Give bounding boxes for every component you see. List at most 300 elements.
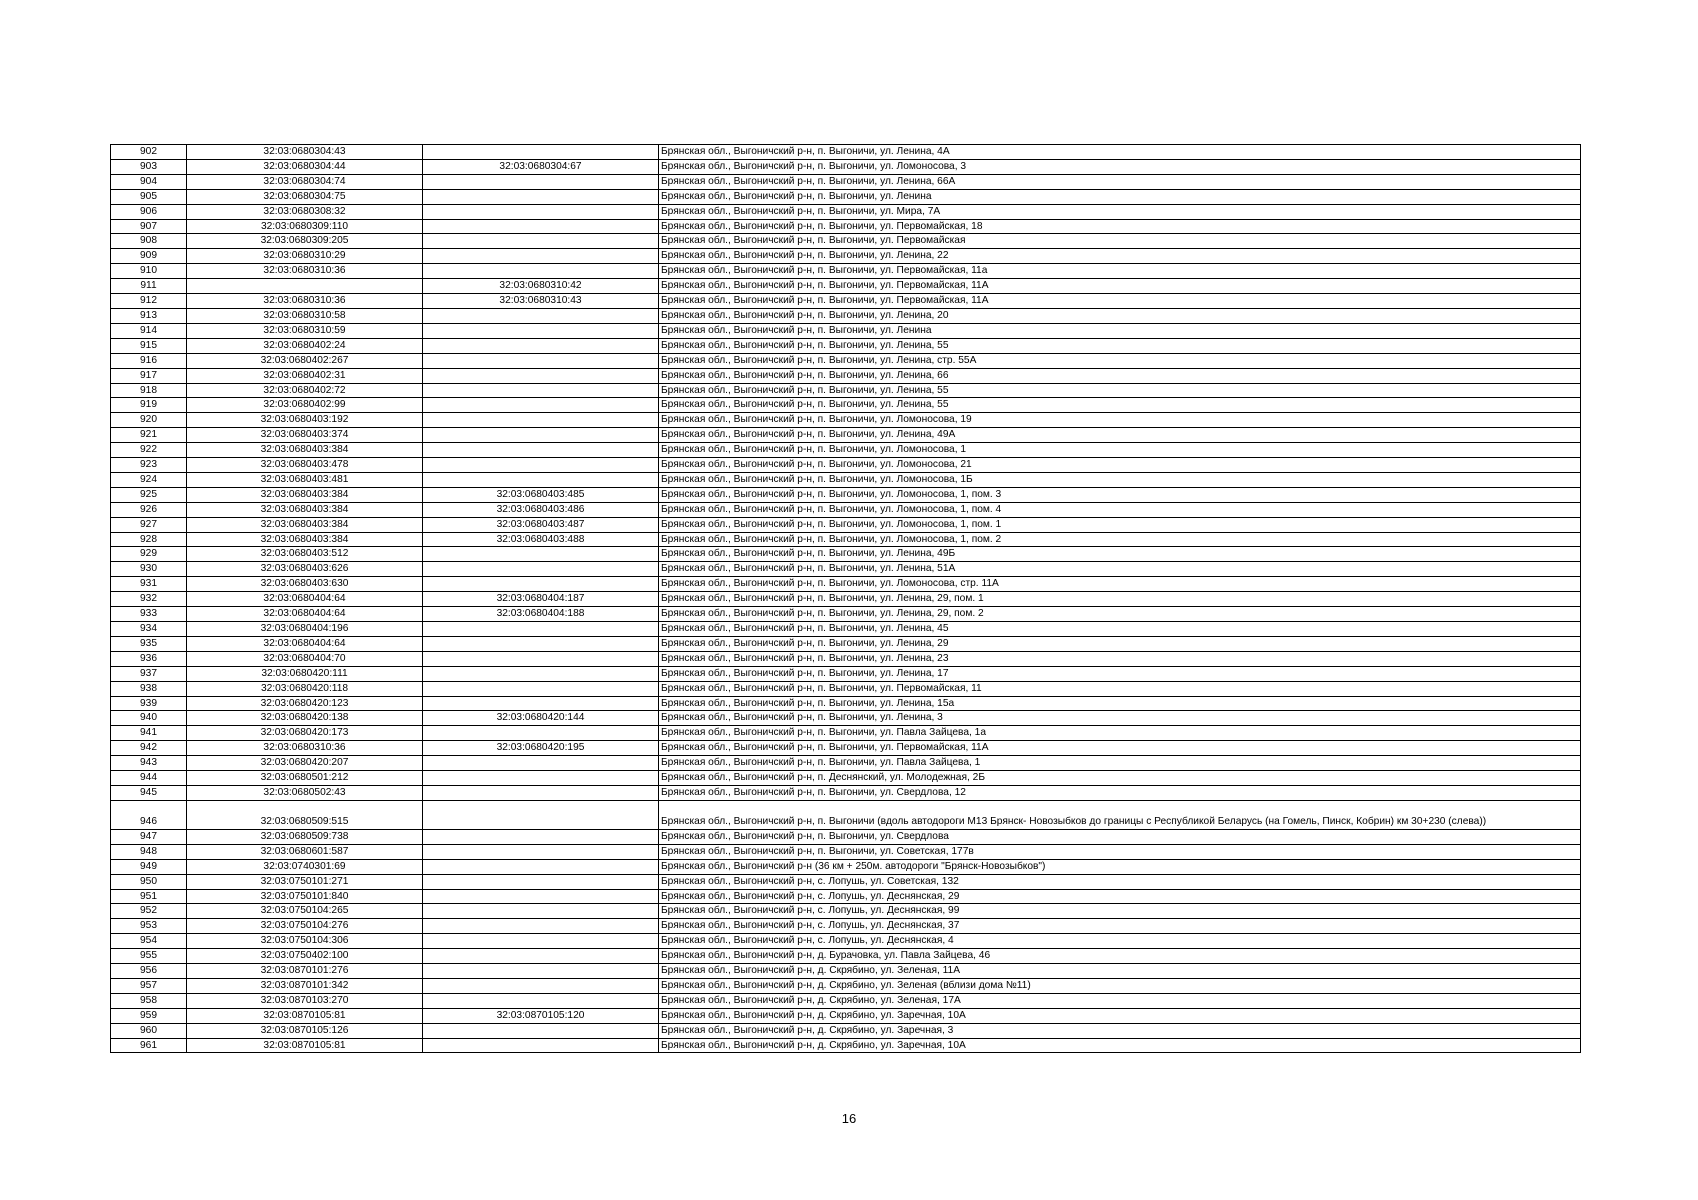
row-number-cell: 903 [111, 159, 187, 174]
object-id-cell [187, 279, 423, 294]
row-number-cell: 938 [111, 681, 187, 696]
object-id-cell: 32:03:0680403:384 [187, 517, 423, 532]
address-cell: Брянская обл., Выгоничский р-н, п. Выгоничи, ул. Ленина [659, 189, 1581, 204]
object-id-cell: 32:03:0870105:81 [187, 1008, 423, 1023]
cadastral-number-cell [423, 174, 659, 189]
address-cell: Брянская обл., Выгоничский р-н, п. Выгоничи, ул. Ленина, 55 [659, 338, 1581, 353]
cadastral-number-cell [423, 368, 659, 383]
object-id-cell: 32:03:0680501:212 [187, 771, 423, 786]
table-row [111, 651, 1581, 666]
address-cell: Брянская обл., Выгоничский р-н, п. Выгоничи, ул. Ленина, стр. 55А [659, 353, 1581, 368]
row-number-cell: 954 [111, 934, 187, 949]
row-number-cell: 937 [111, 666, 187, 681]
object-id-cell: 32:03:0680403:384 [187, 532, 423, 547]
object-id-cell: 32:03:0740301:69 [187, 859, 423, 874]
table-row [111, 517, 1581, 532]
table-row [111, 562, 1581, 577]
address-cell: Брянская обл., Выгоничский р-н, п. Выгоничи, ул. Ленина, 29 [659, 636, 1581, 651]
address-cell: Брянская обл., Выгоничский р-н, д. Скрябино, ул. Зеленая (вблизи дома №11) [659, 978, 1581, 993]
cadastral-number-cell [423, 383, 659, 398]
cadastral-number-cell [423, 249, 659, 264]
address-cell: Брянская обл., Выгоничский р-н, п. Выгоничи, ул. Ленина, 49Б [659, 547, 1581, 562]
object-id-cell: 32:03:0680304:43 [187, 145, 423, 160]
cadastral-number-cell: 32:03:0680403:485 [423, 487, 659, 502]
address-cell: Брянская обл., Выгоничский р-н, д. Скрябино, ул. Заречная, 10А [659, 1008, 1581, 1023]
row-number-cell: 927 [111, 517, 187, 532]
object-id-cell: 32:03:0750101:271 [187, 874, 423, 889]
cadastral-number-cell: 32:03:0680310:42 [423, 279, 659, 294]
cadastral-number-cell [423, 189, 659, 204]
cadastral-number-cell [423, 651, 659, 666]
object-id-cell: 32:03:0680308:32 [187, 204, 423, 219]
object-id-cell: 32:03:0680420:123 [187, 696, 423, 711]
object-id-cell: 32:03:0680403:384 [187, 502, 423, 517]
table-row [111, 323, 1581, 338]
cadastral-number-cell [423, 993, 659, 1008]
row-number-cell: 960 [111, 1023, 187, 1038]
address-cell: Брянская обл., Выгоничский р-н, д. Скрябино, ул. Заречная, 3 [659, 1023, 1581, 1038]
table-row [111, 993, 1581, 1008]
row-number-cell: 943 [111, 756, 187, 771]
row-number-cell: 923 [111, 458, 187, 473]
address-cell: Брянская обл., Выгоничский р-н, с. Лопушь, ул. Деснянская, 37 [659, 919, 1581, 934]
object-id-cell: 32:03:0680420:173 [187, 726, 423, 741]
object-id-cell: 32:03:0680310:59 [187, 323, 423, 338]
object-id-cell: 32:03:0680402:72 [187, 383, 423, 398]
address-cell: Брянская обл., Выгоничский р-н, п. Выгоничи, ул. Ломоносова, 3 [659, 159, 1581, 174]
row-number-cell: 921 [111, 428, 187, 443]
cadastral-number-cell [423, 234, 659, 249]
object-id-cell: 32:03:0750104:276 [187, 919, 423, 934]
row-number-cell: 930 [111, 562, 187, 577]
object-id-cell: 32:03:0680402:24 [187, 338, 423, 353]
row-number-cell: 932 [111, 592, 187, 607]
address-cell: Брянская обл., Выгоничский р-н, п. Выгоничи, ул. Ленина, 29, пом. 2 [659, 607, 1581, 622]
row-number-cell: 913 [111, 308, 187, 323]
object-id-cell: 32:03:0680304:74 [187, 174, 423, 189]
cadastral-number-cell [423, 145, 659, 160]
address-cell: Брянская обл., Выгоничский р-н, п. Выгоничи, ул. Ломоносова, 1, пом. 3 [659, 487, 1581, 502]
address-cell: Брянская обл., Выгоничский р-н, п. Выгоничи, ул. Ленина, 17 [659, 666, 1581, 681]
address-cell: Брянская обл., Выгоничский р-н, с. Лопушь, ул. Деснянская, 99 [659, 904, 1581, 919]
object-id-cell: 32:03:0680601:587 [187, 844, 423, 859]
table-row [111, 1023, 1581, 1038]
table-row [111, 159, 1581, 174]
table-row [111, 234, 1581, 249]
object-id-cell: 32:03:0680402:99 [187, 398, 423, 413]
cadastral-number-cell [423, 889, 659, 904]
cadastral-number-cell: 32:03:0680310:43 [423, 294, 659, 309]
row-number-cell: 956 [111, 964, 187, 979]
cadastral-number-cell [423, 829, 659, 844]
cadastral-number-cell [423, 904, 659, 919]
object-id-cell: 32:03:0680404:70 [187, 651, 423, 666]
page-number: 16 [841, 1111, 857, 1126]
cadastral-number-cell [423, 264, 659, 279]
address-cell: Брянская обл., Выгоничский р-н, п. Выгоничи, ул. Первомайская [659, 234, 1581, 249]
object-id-cell: 32:03:0680403:192 [187, 413, 423, 428]
address-cell: Брянская обл., Выгоничский р-н, п. Выгоничи, ул. Павла Зайцева, 1 [659, 756, 1581, 771]
object-id-cell: 32:03:0680404:64 [187, 607, 423, 622]
address-cell: Брянская обл., Выгоничский р-н, п. Выгоничи, ул. Ломоносова, 21 [659, 458, 1581, 473]
cadastral-number-cell: 32:03:0680403:486 [423, 502, 659, 517]
cadastral-number-cell [423, 785, 659, 800]
object-id-cell: 32:03:0680309:205 [187, 234, 423, 249]
table-row [111, 666, 1581, 681]
object-id-cell: 32:03:0680509:738 [187, 829, 423, 844]
object-id-cell: 32:03:0680304:44 [187, 159, 423, 174]
row-number-cell: 916 [111, 353, 187, 368]
object-id-cell: 32:03:0680310:36 [187, 264, 423, 279]
cadastral-number-cell [423, 577, 659, 592]
object-id-cell: 32:03:0680502:43 [187, 785, 423, 800]
address-cell: Брянская обл., Выгоничский р-н, п. Выгоничи, ул. Первомайская, 11А [659, 741, 1581, 756]
table-row [111, 756, 1581, 771]
row-number-cell: 917 [111, 368, 187, 383]
table-row [111, 264, 1581, 279]
table-row [111, 622, 1581, 637]
table-row [111, 978, 1581, 993]
address-cell: Брянская обл., Выгоничский р-н, д. Скрябино, ул. Зеленая, 17А [659, 993, 1581, 1008]
table-row [111, 741, 1581, 756]
table-row [111, 800, 1581, 829]
object-id-cell: 32:03:0680310:36 [187, 294, 423, 309]
object-id-cell: 32:03:0680404:64 [187, 592, 423, 607]
table-row [111, 204, 1581, 219]
row-number-cell: 936 [111, 651, 187, 666]
table-row [111, 696, 1581, 711]
row-number-cell: 924 [111, 472, 187, 487]
row-number-cell: 915 [111, 338, 187, 353]
table-row [111, 428, 1581, 443]
cadastral-number-cell [423, 919, 659, 934]
object-id-cell: 32:03:0680403:481 [187, 472, 423, 487]
address-cell: Брянская обл., Выгоничский р-н, п. Выгоничи, ул. Мира, 7А [659, 204, 1581, 219]
row-number-cell: 926 [111, 502, 187, 517]
row-number-cell: 961 [111, 1038, 187, 1053]
row-number-cell: 944 [111, 771, 187, 786]
cadastral-number-cell: 32:03:0680404:187 [423, 592, 659, 607]
table-row [111, 487, 1581, 502]
table-row [111, 189, 1581, 204]
table-row [111, 904, 1581, 919]
row-number-cell: 929 [111, 547, 187, 562]
row-number-cell: 955 [111, 949, 187, 964]
row-number-cell: 953 [111, 919, 187, 934]
table-row [111, 889, 1581, 904]
object-id-cell: 32:03:0750104:265 [187, 904, 423, 919]
object-id-cell: 32:03:0870105:81 [187, 1038, 423, 1053]
row-number-cell: 909 [111, 249, 187, 264]
address-cell: Брянская обл., Выгоничский р-н, п. Выгоничи, ул. Советская, 177в [659, 844, 1581, 859]
cadastral-number-cell [423, 844, 659, 859]
address-cell: Брянская обл., Выгоничский р-н, п. Выгоничи, ул. Ленина, 45 [659, 622, 1581, 637]
row-number-cell: 905 [111, 189, 187, 204]
cadastral-number-cell [423, 413, 659, 428]
cadastral-number-cell [423, 696, 659, 711]
table-row [111, 174, 1581, 189]
row-number-cell: 925 [111, 487, 187, 502]
row-number-cell: 958 [111, 993, 187, 1008]
row-number-cell: 920 [111, 413, 187, 428]
cadastral-number-cell [423, 800, 659, 829]
row-number-cell: 914 [111, 323, 187, 338]
table-row [111, 472, 1581, 487]
row-number-cell: 934 [111, 622, 187, 637]
table-row [111, 577, 1581, 592]
cadastral-number-cell [423, 978, 659, 993]
cadastral-number-cell: 32:03:0870105:120 [423, 1008, 659, 1023]
table-row [111, 949, 1581, 964]
cadastral-number-cell [423, 934, 659, 949]
table-row [111, 829, 1581, 844]
table-row [111, 964, 1581, 979]
address-cell: Брянская обл., Выгоничский р-н, п. Выгоничи, ул. Первомайская, 11А [659, 279, 1581, 294]
row-number-cell: 949 [111, 859, 187, 874]
row-number-cell: 939 [111, 696, 187, 711]
object-id-cell: 32:03:0750104:306 [187, 934, 423, 949]
object-id-cell: 32:03:0680403:478 [187, 458, 423, 473]
address-cell: Брянская обл., Выгоничский р-н, п. Выгоничи, ул. Первомайская, 11 [659, 681, 1581, 696]
cadastral-number-cell: 32:03:0680403:488 [423, 532, 659, 547]
row-number-cell: 940 [111, 711, 187, 726]
cadastral-number-cell: 32:03:0680404:188 [423, 607, 659, 622]
table-row [111, 1038, 1581, 1053]
table-row [111, 547, 1581, 562]
table-row [111, 874, 1581, 889]
cadastral-number-cell [423, 874, 659, 889]
cadastral-number-cell [423, 308, 659, 323]
object-id-cell: 32:03:0870103:270 [187, 993, 423, 1008]
address-cell: Брянская обл., Выгоничский р-н, п. Выгоничи, ул. Ломоносова, 1, пом. 4 [659, 502, 1581, 517]
cadastral-number-cell [423, 681, 659, 696]
row-number-cell: 912 [111, 294, 187, 309]
address-cell: Брянская обл., Выгоничский р-н, п. Выгоничи, ул. Ленина, 51А [659, 562, 1581, 577]
cadastral-number-cell: 32:03:0680420:195 [423, 741, 659, 756]
row-number-cell: 906 [111, 204, 187, 219]
row-number-cell: 902 [111, 145, 187, 160]
object-id-cell: 32:03:0680403:384 [187, 443, 423, 458]
address-cell: Брянская обл., Выгоничский р-н, п. Выгоничи, ул. Ленина, 66А [659, 174, 1581, 189]
table-row [111, 383, 1581, 398]
row-number-cell: 935 [111, 636, 187, 651]
registry-table-body [111, 145, 1581, 1053]
object-id-cell: 32:03:0870105:126 [187, 1023, 423, 1038]
object-id-cell: 32:03:0680420:207 [187, 756, 423, 771]
table-row [111, 934, 1581, 949]
table-row [111, 219, 1581, 234]
table-row [111, 353, 1581, 368]
address-cell: Брянская обл., Выгоничский р-н, п. Выгоничи, ул. Ленина, 23 [659, 651, 1581, 666]
table-row [111, 919, 1581, 934]
cadastral-number-cell [423, 666, 659, 681]
address-cell: Брянская обл., Выгоничский р-н, п. Деснянский, ул. Молодежная, 2Б [659, 771, 1581, 786]
row-number-cell: 911 [111, 279, 187, 294]
table-row [111, 711, 1581, 726]
table-row [111, 458, 1581, 473]
address-cell: Брянская обл., Выгоничский р-н, с. Лопушь, ул. Деснянская, 4 [659, 934, 1581, 949]
cadastral-number-cell [423, 859, 659, 874]
row-number-cell: 959 [111, 1008, 187, 1023]
cadastral-number-cell [423, 756, 659, 771]
object-id-cell: 32:03:0680420:138 [187, 711, 423, 726]
object-id-cell: 32:03:0680310:29 [187, 249, 423, 264]
cadastral-number-cell [423, 428, 659, 443]
row-number-cell: 951 [111, 889, 187, 904]
table-row [111, 859, 1581, 874]
object-id-cell: 32:03:0680420:111 [187, 666, 423, 681]
address-cell: Брянская обл., Выгоничский р-н, д. Бурачовка, ул. Павла Зайцева, 46 [659, 949, 1581, 964]
address-cell: Брянская обл., Выгоничский р-н, п. Выгоничи, ул. Ленина [659, 323, 1581, 338]
object-id-cell: 32:03:0680310:36 [187, 741, 423, 756]
object-id-cell: 32:03:0680509:515 [187, 800, 423, 829]
address-cell: Брянская обл., Выгоничский р-н, д. Скрябино, ул. Заречная, 10А [659, 1038, 1581, 1053]
address-cell: Брянская обл., Выгоничский р-н, п. Выгоничи, ул. Ленина, 29, пом. 1 [659, 592, 1581, 607]
address-cell: Брянская обл., Выгоничский р-н, д. Скрябино, ул. Зеленая, 11А [659, 964, 1581, 979]
object-id-cell: 32:03:0680404:196 [187, 622, 423, 637]
cadastral-number-cell [423, 443, 659, 458]
row-number-cell: 941 [111, 726, 187, 741]
table-row [111, 592, 1581, 607]
row-number-cell: 933 [111, 607, 187, 622]
address-cell: Брянская обл., Выгоничский р-н, п. Выгоничи, ул. Ленина, 20 [659, 308, 1581, 323]
address-cell: Брянская обл., Выгоничский р-н, п. Выгоничи (вдоль автодороги М13 Брянск- Новозыбков до границы с Республикой Беларусь (на Гомель, Пинск, Кобрин) км 30+230 (слева)) [659, 800, 1581, 829]
row-number-cell: 942 [111, 741, 187, 756]
address-cell: Брянская обл., Выгоничский р-н, п. Выгоничи, ул. Ленина, 66 [659, 368, 1581, 383]
row-number-cell: 946 [111, 800, 187, 829]
cadastral-number-cell [423, 219, 659, 234]
row-number-cell: 947 [111, 829, 187, 844]
address-cell: Брянская обл., Выгоничский р-н, п. Выгоничи, ул. Ломоносова, стр. 11А [659, 577, 1581, 592]
address-cell: Брянская обл., Выгоничский р-н, п. Выгоничи, ул. Ломоносова, 19 [659, 413, 1581, 428]
address-cell: Брянская обл., Выгоничский р-н, п. Выгоничи, ул. Павла Зайцева, 1а [659, 726, 1581, 741]
address-cell: Брянская обл., Выгоничский р-н (36 км + 250м. автодороги "Брянск-Новозыбков") [659, 859, 1581, 874]
table-row [111, 145, 1581, 160]
row-number-cell: 922 [111, 443, 187, 458]
row-number-cell: 948 [111, 844, 187, 859]
cadastral-number-cell [423, 622, 659, 637]
cadastral-number-cell [423, 353, 659, 368]
cadastral-number-cell [423, 771, 659, 786]
row-number-cell: 945 [111, 785, 187, 800]
table-row [111, 636, 1581, 651]
address-cell: Брянская обл., Выгоничский р-н, с. Лопушь, ул. Деснянская, 29 [659, 889, 1581, 904]
cadastral-number-cell: 32:03:0680420:144 [423, 711, 659, 726]
table-row [111, 532, 1581, 547]
object-id-cell: 32:03:0680403:384 [187, 487, 423, 502]
cadastral-number-cell [423, 726, 659, 741]
row-number-cell: 908 [111, 234, 187, 249]
cadastral-number-cell [423, 964, 659, 979]
address-cell: Брянская обл., Выгоничский р-н, п. Выгоничи, ул. Ломоносова, 1, пом. 1 [659, 517, 1581, 532]
object-id-cell: 32:03:0680304:75 [187, 189, 423, 204]
address-cell: Брянская обл., Выгоничский р-н, п. Выгоничи, ул. Ленина, 55 [659, 398, 1581, 413]
table-row [111, 607, 1581, 622]
table-row [111, 785, 1581, 800]
address-cell: Брянская обл., Выгоничский р-н, п. Выгоничи, ул. Ломоносова, 1, пом. 2 [659, 532, 1581, 547]
object-id-cell: 32:03:0680402:31 [187, 368, 423, 383]
table-row [111, 681, 1581, 696]
address-cell: Брянская обл., Выгоничский р-н, п. Выгоничи, ул. Свердлова, 12 [659, 785, 1581, 800]
table-row [111, 502, 1581, 517]
object-id-cell: 32:03:0870101:276 [187, 964, 423, 979]
address-cell: Брянская обл., Выгоничский р-н, п. Выгоничи, ул. Ленина, 3 [659, 711, 1581, 726]
object-id-cell: 32:03:0680310:58 [187, 308, 423, 323]
cadastral-number-cell [423, 1038, 659, 1053]
table-row [111, 294, 1581, 309]
cadastral-number-cell [423, 204, 659, 219]
address-cell: Брянская обл., Выгоничский р-н, п. Выгоничи, ул. Ломоносова, 1Б [659, 472, 1581, 487]
object-id-cell: 32:03:0680402:267 [187, 353, 423, 368]
table-row [111, 249, 1581, 264]
table-row [111, 771, 1581, 786]
cadastral-number-cell [423, 458, 659, 473]
address-cell: Брянская обл., Выгоничский р-н, п. Выгоничи, ул. Ленина, 55 [659, 383, 1581, 398]
object-id-cell: 32:03:0750101:840 [187, 889, 423, 904]
table-row [111, 413, 1581, 428]
row-number-cell: 919 [111, 398, 187, 413]
row-number-cell: 928 [111, 532, 187, 547]
cadastral-number-cell [423, 547, 659, 562]
table-row [111, 308, 1581, 323]
table-row [111, 726, 1581, 741]
cadastral-number-cell [423, 636, 659, 651]
address-cell: Брянская обл., Выгоничский р-н, п. Выгоничи, ул. Ленина, 15а [659, 696, 1581, 711]
address-cell: Брянская обл., Выгоничский р-н, п. Выгоничи, ул. Ленина, 49А [659, 428, 1581, 443]
table-row [111, 443, 1581, 458]
row-number-cell: 950 [111, 874, 187, 889]
cadastral-number-cell [423, 323, 659, 338]
cadastral-number-cell [423, 562, 659, 577]
row-number-cell: 957 [111, 978, 187, 993]
row-number-cell: 904 [111, 174, 187, 189]
object-id-cell: 32:03:0870101:342 [187, 978, 423, 993]
object-id-cell: 32:03:0680403:626 [187, 562, 423, 577]
address-cell: Брянская обл., Выгоничский р-н, п. Выгоничи, ул. Ленина, 4А [659, 145, 1581, 160]
table-row [111, 279, 1581, 294]
address-cell: Брянская обл., Выгоничский р-н, п. Выгоничи, ул. Первомайская, 18 [659, 219, 1581, 234]
address-cell: Брянская обл., Выгоничский р-н, п. Выгоничи, ул. Ленина, 22 [659, 249, 1581, 264]
object-id-cell: 32:03:0680403:512 [187, 547, 423, 562]
cadastral-number-cell [423, 949, 659, 964]
address-cell: Брянская обл., Выгоничский р-н, с. Лопушь, ул. Советская, 132 [659, 874, 1581, 889]
object-id-cell: 32:03:0680309:110 [187, 219, 423, 234]
row-number-cell: 907 [111, 219, 187, 234]
address-cell: Брянская обл., Выгоничский р-н, п. Выгоничи, ул. Первомайская, 11А [659, 294, 1581, 309]
table-row [111, 338, 1581, 353]
cadastral-number-cell [423, 398, 659, 413]
registry-table [110, 144, 1581, 1053]
address-cell: Брянская обл., Выгоничский р-н, п. Выгоничи, ул. Свердлова [659, 829, 1581, 844]
cadastral-number-cell: 32:03:0680403:487 [423, 517, 659, 532]
row-number-cell: 931 [111, 577, 187, 592]
table-row [111, 1008, 1581, 1023]
row-number-cell: 910 [111, 264, 187, 279]
object-id-cell: 32:03:0680420:118 [187, 681, 423, 696]
object-id-cell: 32:03:0750402:100 [187, 949, 423, 964]
object-id-cell: 32:03:0680404:64 [187, 636, 423, 651]
address-cell: Брянская обл., Выгоничский р-н, п. Выгоничи, ул. Первомайская, 11а [659, 264, 1581, 279]
row-number-cell: 952 [111, 904, 187, 919]
address-cell: Брянская обл., Выгоничский р-н, п. Выгоничи, ул. Ломоносова, 1 [659, 443, 1581, 458]
cadastral-number-cell [423, 1023, 659, 1038]
object-id-cell: 32:03:0680403:630 [187, 577, 423, 592]
object-id-cell: 32:03:0680403:374 [187, 428, 423, 443]
table-row [111, 844, 1581, 859]
table-row [111, 398, 1581, 413]
row-number-cell: 918 [111, 383, 187, 398]
cadastral-number-cell [423, 472, 659, 487]
